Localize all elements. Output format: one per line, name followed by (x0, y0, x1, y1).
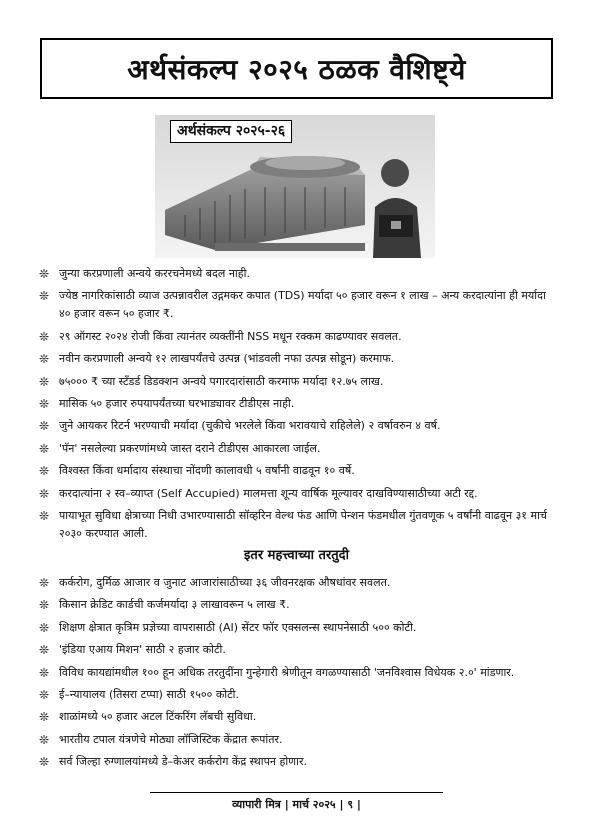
list-item: ❊ विविध कायद्यांमधील १०० हून अधिक तरतुदींना गुन्हेगारी श्रेणीतून वगळण्यासाठी 'जनविश्वास विधेयक २.०' मांडणार. (38, 665, 515, 680)
list-item: ❊ शिक्षण क्षेत्रात कृत्रिम प्रज्ञेच्या वापरासाठी (AI) सेंटर फॉर एक्सलन्स स्थापनेसाठी ५०० कोटी. (38, 620, 417, 635)
asterisk-flower-icon: ❊ (38, 267, 50, 281)
asterisk-flower-icon: ❊ (38, 643, 50, 658)
list-item: ❊ जुने आयकर रिटर्न भरण्याची मर्यादा (चुकीचे भरलेले किंवा भरावयाचे राहिलेले) २ वर्षावरुन ४ वर्ष. (38, 419, 441, 434)
asterisk-flower-icon: ❊ (38, 289, 50, 304)
list-item: ❊ भारतीय टपाल यंत्रणेचे मोठ्या लॉजिस्टिक केंद्रात रूपांतर. (38, 732, 283, 747)
asterisk-flower-icon: ❊ (38, 687, 50, 702)
list-item: ❊ किसान क्रेडिट कार्डची कर्जमर्यादा ३ लाखावरून ५ लाख ₹. (38, 598, 290, 613)
asterisk-flower-icon: ❊ (38, 374, 50, 389)
list-item: ❊ जुन्या करप्रणाली अन्वये कररचनेमध्ये बदल नाही. (38, 267, 250, 281)
list-item: ❊ सर्व जिल्हा रुग्णालयांमध्ये डे–केअर कर्करोग केंद्र स्थापन होणार. (38, 755, 307, 770)
list-item: ❊ विश्वस्त किंवा धर्मादाय संस्थाचा नोंदणी कालावधी ५ वर्षांनी वाढवून १० वर्षे. (38, 464, 355, 479)
hero-label: अर्थसंकल्प २०२५-२६ (170, 120, 292, 143)
list-item: ❊ नवीन करप्रणाली अन्वये १२ लाखपर्यंतचे उत्पन्न (भांडवली नफा उत्पन्न सोडून) करमाफ. (38, 352, 395, 367)
asterisk-flower-icon: ❊ (38, 508, 50, 523)
asterisk-flower-icon: ❊ (38, 576, 50, 590)
asterisk-flower-icon: ❊ (38, 396, 50, 411)
asterisk-flower-icon: ❊ (38, 620, 50, 635)
asterisk-flower-icon: ❊ (38, 598, 50, 613)
asterisk-flower-icon: ❊ (38, 710, 50, 725)
asterisk-flower-icon: ❊ (38, 755, 50, 770)
list-item: ❊ २९ ऑगस्ट २०२४ रोजी किंवा त्यानंतर व्यक्तींनी NSS मधून रक्कम काढण्यावर सवलत. (38, 329, 402, 344)
page-title: अर्थसंकल्प २०२५ ठळक वैशिष्ट्ये (40, 38, 553, 99)
list-item: ❊ 'इंडिया एआय मिशन' साठी २ हजार कोटी. (38, 643, 226, 658)
asterisk-flower-icon: ❊ (38, 329, 50, 344)
section-heading: इतर महत्त्वाच्या तरतुदी (244, 548, 349, 563)
highlights-list (37, 265, 557, 547)
list-item: ❊ करदात्यांना २ स्व–व्याप्त (Self Accupied) मालमत्ता शून्य वार्षिक मूल्यावर दाखविण्यासाठीच्या अटी रद्द. (38, 486, 478, 501)
asterisk-flower-icon: ❊ (38, 486, 50, 501)
asterisk-flower-icon: ❊ (38, 464, 50, 479)
other-provisions-list (37, 574, 557, 776)
list-item: ❊ शाळांमध्ये ५० हजार अटल टिंकरिंग लॅबची सुविधा. (38, 710, 257, 725)
asterisk-flower-icon: ❊ (38, 419, 50, 434)
asterisk-flower-icon: ❊ (38, 732, 50, 747)
list-item: ❊ मासिक ५० हजार रुपयापर्यंतच्या घरभाड्यावर टीडीएस नाही. (38, 396, 295, 411)
asterisk-flower-icon: ❊ (38, 352, 50, 367)
asterisk-flower-icon: ❊ (38, 665, 50, 680)
asterisk-flower-icon: ❊ (38, 441, 50, 456)
footer-divider (150, 792, 443, 793)
list-item: ❊ 'पॅन' नसलेल्या प्रकरणांमध्ये जास्त दराने टीडीएस आकारला जाईल. (38, 441, 321, 456)
list-item: ❊ कर्करोग, दुर्मिळ आजार व जुनाट आजारांसाठीच्या ३६ जीवनरक्षक औषधांवर सवलत. (38, 576, 391, 590)
list-item: ❊ ज्येष्ठ नागरिकांसाठी व्याज उत्पन्नावरील उद्गमकर कपात (TDS) मर्यादा ५० हजार वरून १ लाख – अन्य करदात्यांना ही मर्यादा ४० हजार वरून ५० हजार ₹. (38, 289, 546, 321)
list-item: ❊ ई–न्यायालय (तिसरा टप्पा) साठी १५०० कोटी. (38, 687, 240, 702)
list-item: ❊ ७५००० ₹ च्या स्टँडर्ड डिडक्शन अन्वये पगारदारांसाठी करमाफ मर्यादा १२.७५ लाख. (38, 374, 384, 389)
list-item: ❊ पायाभूत सुविधा क्षेत्राच्या निधी उभारण्यासाठी सॉव्हरिन वेल्थ फंड आणि पेन्शन फंडमधील गुंतवणूक ५ वर्षांनी वाढवून ३१ मार्च २०३० करण्यात आली. (38, 508, 547, 540)
page-footer: व्यापारी मित्र | मार्च २०२५ | ९ | (232, 798, 361, 811)
